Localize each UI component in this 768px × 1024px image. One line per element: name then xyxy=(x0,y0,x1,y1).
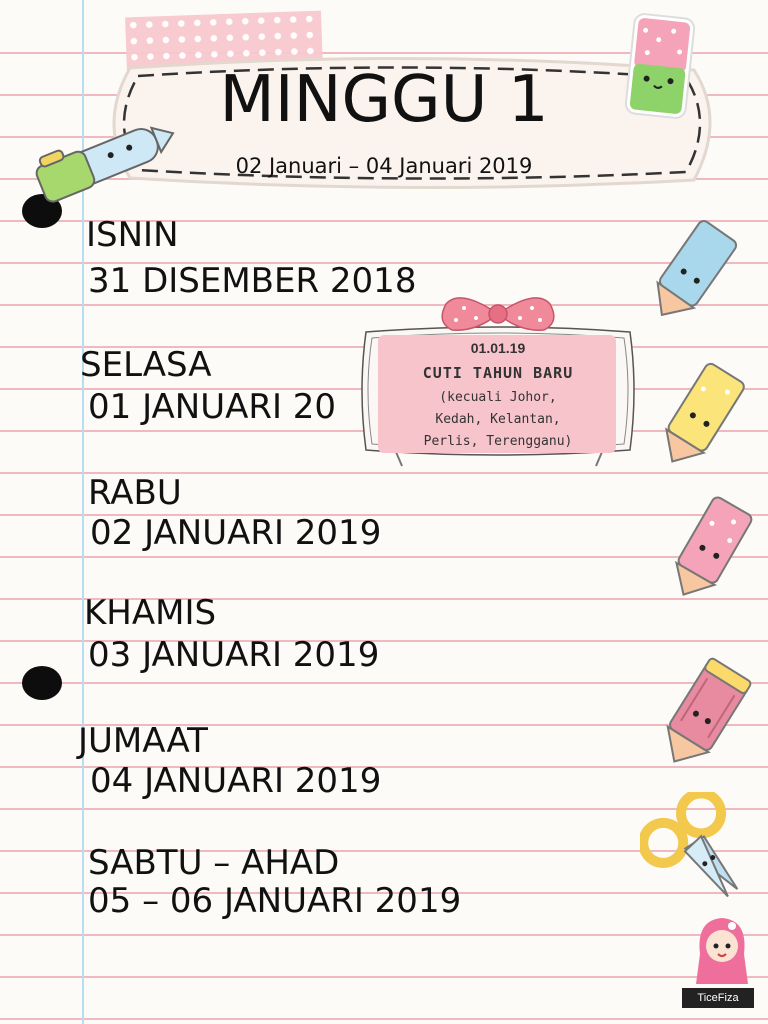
eraser-icon xyxy=(622,10,698,122)
pen-icon xyxy=(28,112,180,208)
day-name-isnin: ISNIN xyxy=(86,215,179,255)
holiday-line3: Perlis, Terengganu) xyxy=(423,434,573,449)
day-date-isnin: 31 DISEMBER 2018 xyxy=(88,261,417,301)
day-date-selasa: 01 JANUARI 20 xyxy=(88,387,337,427)
holiday-note xyxy=(356,300,640,470)
pencil-icon xyxy=(636,212,752,326)
scissors-icon xyxy=(640,792,760,910)
pencil-icon xyxy=(644,352,760,476)
day-name-jumaat: JUMAAT xyxy=(78,721,208,761)
binder-hole xyxy=(22,666,62,700)
day-date-khamis: 03 JANUARI 2019 xyxy=(88,635,380,675)
avatar-girl-icon xyxy=(692,914,752,986)
day-date-jumaat: 04 JANUARI 2019 xyxy=(90,761,382,801)
holiday-date: 01.01.19 xyxy=(470,340,526,356)
holiday-title: CUTI TAHUN BARU xyxy=(422,364,574,382)
page-title: MINGGU 1 xyxy=(219,63,549,137)
day-name-sabtu-ahad: SABTU – AHAD xyxy=(88,843,340,883)
bow-icon xyxy=(440,292,556,336)
day-name-selasa: SELASA xyxy=(80,345,212,385)
pencil-icon xyxy=(656,488,766,606)
holiday-line2: Kedah, Kelantan, xyxy=(435,412,561,427)
day-date-rabu: 02 JANUARI 2019 xyxy=(90,513,382,553)
watermark: TiceFiza xyxy=(682,988,754,1008)
day-date-sabtu-ahad: 05 – 06 JANUARI 2019 xyxy=(88,881,462,921)
day-name-rabu: RABU xyxy=(88,473,182,513)
holiday-line1: (kecuali Johor, xyxy=(439,390,557,405)
day-name-khamis: KHAMIS xyxy=(84,593,217,633)
page-subtitle: 02 Januari – 04 Januari 2019 xyxy=(235,154,533,178)
pencil-icon xyxy=(646,650,762,778)
